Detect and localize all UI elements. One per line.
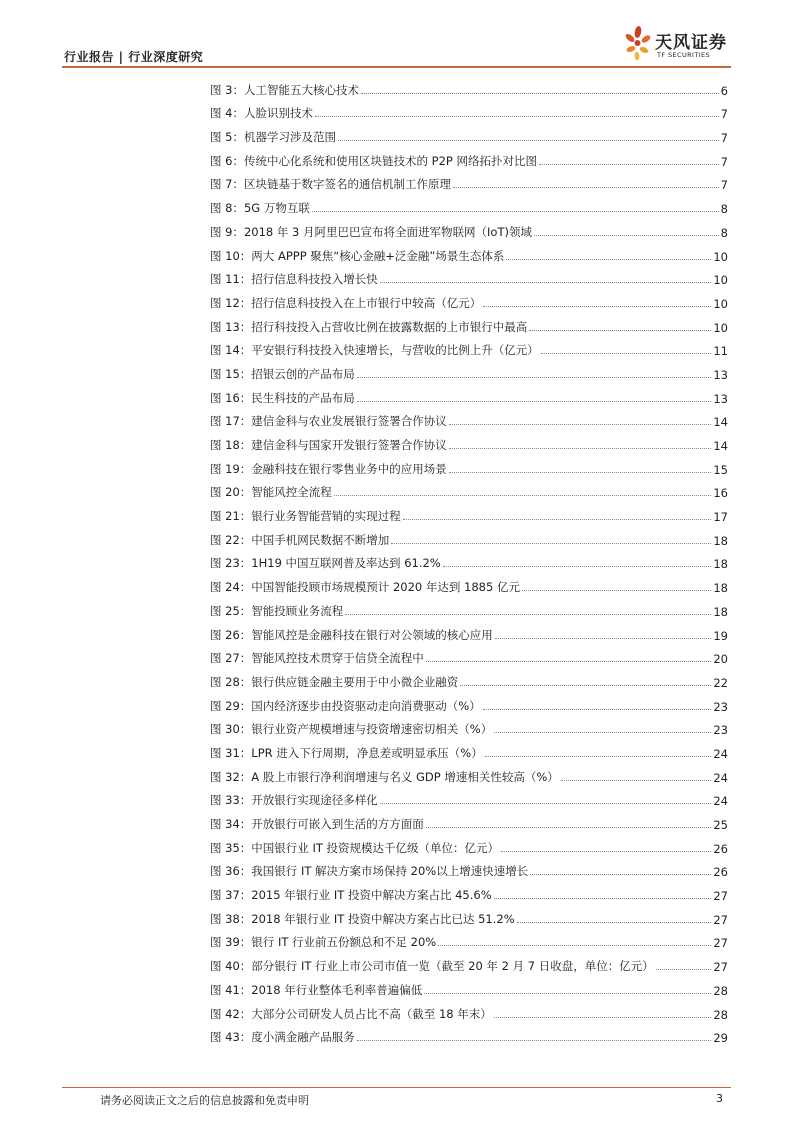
figure-title: 建信金科与国家开发银行签署合作协议 <box>251 438 447 452</box>
figure-page-number: 27 <box>713 912 728 927</box>
figure-list-item[interactable] <box>210 856 728 880</box>
figure-page-number: 13 <box>713 367 728 382</box>
figure-number: 图 29： <box>210 698 252 713</box>
figure-title: 中国智能投顾市场规模预计 2020 年达到 1885 亿元 <box>251 580 520 595</box>
figure-list-item[interactable] <box>210 406 728 430</box>
figure-number: 图 16： <box>210 390 252 405</box>
figure-list-item[interactable] <box>210 832 728 856</box>
dot-leader <box>483 306 711 307</box>
figure-title: 智能风控是金融科技在银行对公领域的核心应用 <box>251 627 493 642</box>
figure-title: 2018 年银行业 IT 投资中解决方案占比已达 51.2% <box>251 911 515 926</box>
figure-number: 图 9： <box>210 224 244 239</box>
figure-number: 图 22： <box>210 532 252 547</box>
dot-leader <box>501 851 711 852</box>
figure-number: 图 19： <box>210 461 252 476</box>
figure-title: 招行信息科技投入在上市银行中较高（亿元） <box>251 295 482 310</box>
figure-page-number: 26 <box>713 865 728 880</box>
figure-number: 图 28： <box>210 674 252 689</box>
figure-number: 图 39： <box>210 935 252 950</box>
figure-page-number: 23 <box>713 723 728 738</box>
figure-number: 图 15： <box>210 366 252 381</box>
figure-list-item[interactable] <box>210 1022 728 1046</box>
figure-list-item[interactable] <box>210 785 728 809</box>
dot-leader <box>460 685 711 686</box>
figure-page-number: 7 <box>720 131 728 146</box>
figure-list-item[interactable] <box>210 477 728 501</box>
figure-page-number: 16 <box>713 486 728 501</box>
dot-leader <box>561 780 712 781</box>
figure-number: 图 40： <box>210 959 252 974</box>
figure-page-number: 24 <box>713 746 728 761</box>
figure-title: 部分银行 IT 行业上市公司市值一览（截至 20 年 2 月 7 日收盘，单位：亿元） <box>251 959 654 974</box>
figure-page-number: 8 <box>720 202 728 217</box>
figure-page-number: 11 <box>713 344 728 359</box>
dot-leader <box>357 401 712 402</box>
figure-title: 智能投顾业务流程 <box>251 603 344 618</box>
figure-number: 图 27： <box>210 651 252 666</box>
figure-title: 人工智能五大核心技术 <box>243 82 359 97</box>
figure-list-item[interactable] <box>210 453 728 477</box>
figure-page-number: 10 <box>713 296 728 311</box>
figure-number: 图 3： <box>210 82 244 97</box>
dot-leader <box>424 993 711 994</box>
figure-page-number: 26 <box>713 841 728 856</box>
page-number: 3 <box>716 1092 723 1105</box>
dot-leader <box>449 448 712 449</box>
figure-page-number: 7 <box>720 154 728 169</box>
figure-number: 图 33： <box>210 793 252 808</box>
dot-leader <box>495 638 712 639</box>
figure-title: 机器学习涉及范围 <box>243 130 336 145</box>
figure-number: 图 17： <box>210 414 252 429</box>
figure-title: 大部分公司研发人员占比不高（截至 18 年末） <box>251 1006 492 1021</box>
figure-page-number: 23 <box>713 699 728 714</box>
dot-leader <box>357 377 712 378</box>
figure-title: 国内经济逐步由投资驱动走向消费驱动（%） <box>251 698 481 713</box>
figure-number: 图 21： <box>210 509 252 524</box>
figure-title: 2018 年 3 月阿里巴巴宣布将全面进军物联网（IoT)领域 <box>243 224 532 239</box>
figure-list-item[interactable] <box>210 335 728 359</box>
figure-page-number: 18 <box>713 557 728 572</box>
figure-page-number: 28 <box>713 983 728 998</box>
dot-leader <box>391 543 711 544</box>
figure-list-item[interactable] <box>210 74 728 98</box>
dot-leader <box>453 187 719 188</box>
figure-number: 图 30： <box>210 722 252 737</box>
figure-page-number: 19 <box>713 628 728 643</box>
figure-title: 5G 万物互联 <box>243 201 310 216</box>
figure-number: 图 14： <box>210 343 252 358</box>
figure-title: 银行供应链金融主要用于中小微企业融资 <box>251 674 459 689</box>
figure-title: 建信金科与农业发展银行签署合作协议 <box>251 414 447 429</box>
figure-number: 图 8： <box>210 201 244 216</box>
figure-page-number: 25 <box>713 818 728 832</box>
figure-page-number: 10 <box>713 273 728 288</box>
figure-page-number: 14 <box>713 439 728 453</box>
dot-leader <box>380 803 712 804</box>
figure-page-number: 27 <box>713 936 728 951</box>
figure-title: 平安银行科技投入快速增长，与营收的比例上升（亿元） <box>251 343 539 358</box>
dot-leader <box>426 661 712 662</box>
figure-title: 度小满金融产品服务 <box>251 1030 355 1045</box>
figure-title: 我国银行 IT 解决方案市场保持 20%以上增速快速增长 <box>251 864 529 879</box>
figure-list-item[interactable] <box>210 240 728 264</box>
figure-number: 图 26： <box>210 627 252 642</box>
figure-number: 图 20： <box>210 485 252 500</box>
figure-list <box>210 74 728 1045</box>
figure-list-item[interactable] <box>210 974 728 998</box>
figure-list-item[interactable] <box>210 382 728 406</box>
header-divider <box>62 66 731 68</box>
figure-list-item[interactable] <box>210 524 728 548</box>
figure-title: 银行业务智能营销的实现过程 <box>251 509 401 524</box>
figure-number: 图 34： <box>210 817 252 831</box>
logo-english-name: TF SECURITIES <box>657 51 711 59</box>
figure-list-item[interactable] <box>210 998 728 1022</box>
figure-number: 图 32： <box>210 769 252 784</box>
tf-securities-logo <box>622 22 737 66</box>
figure-list-item[interactable] <box>210 690 728 714</box>
figure-page-number: 20 <box>713 652 728 667</box>
figure-page-number: 29 <box>713 1031 728 1046</box>
dot-leader <box>485 756 712 757</box>
figure-title: LPR 进入下行周期，净息差或明显承压（%） <box>251 745 483 760</box>
figure-title: 智能风控全流程 <box>251 485 332 500</box>
figure-number: 图 42： <box>210 1006 252 1021</box>
dot-leader <box>541 353 712 354</box>
figure-title: 两大 APPP 聚焦“核心金融+泛金融”场景生态体系 <box>251 248 505 263</box>
figure-number: 图 23： <box>210 556 252 571</box>
figure-title: 传统中心化系统和使用区块链技术的 P2P 网络拓扑对比图 <box>243 153 537 168</box>
figure-number: 图 5： <box>210 130 244 145</box>
figure-number: 图 24： <box>210 580 252 595</box>
dot-leader <box>426 827 712 828</box>
figure-list-item[interactable] <box>210 714 728 738</box>
dot-leader <box>380 282 712 283</box>
figure-number: 图 31： <box>210 745 252 760</box>
figure-page-number: 6 <box>720 83 728 98</box>
figure-title: 1H19 中国互联网普及率达到 61.2% <box>251 556 441 571</box>
figure-number: 图 7： <box>210 177 244 192</box>
report-category-label: 行业报告 | 行业深度研究 <box>64 50 204 64</box>
figure-page-number: 24 <box>713 770 728 785</box>
footer-disclaimer: 请务必阅读正文之后的信息披露和免责申明 <box>100 1094 309 1107</box>
dot-leader <box>483 709 712 710</box>
figure-list-item[interactable] <box>210 666 728 690</box>
figure-list-item[interactable] <box>210 192 728 216</box>
dot-leader <box>494 732 711 733</box>
figure-list-item[interactable] <box>210 737 728 761</box>
figure-list-item[interactable] <box>210 311 728 335</box>
figure-number: 图 36： <box>210 864 252 879</box>
dot-leader <box>443 566 712 567</box>
dot-leader <box>494 898 712 899</box>
dot-leader <box>449 472 712 473</box>
figure-list-item[interactable] <box>210 571 728 595</box>
figure-title: 金融科技在银行零售业务中的应用场景 <box>251 461 447 476</box>
figure-number: 图 18： <box>210 438 252 452</box>
figure-number: 图 12： <box>210 295 252 310</box>
figure-list-item[interactable] <box>210 619 728 643</box>
figure-number: 图 35： <box>210 840 252 855</box>
figure-number: 图 6： <box>210 153 244 168</box>
dot-leader <box>530 874 711 875</box>
figure-page-number: 14 <box>713 415 728 430</box>
figure-page-number: 10 <box>713 249 728 264</box>
dot-leader <box>539 164 719 165</box>
dot-leader <box>403 519 712 520</box>
figure-number: 图 11： <box>210 272 252 287</box>
figure-list-item[interactable] <box>210 429 728 453</box>
figure-page-number: 27 <box>713 889 728 904</box>
dot-leader <box>338 140 719 141</box>
figure-page-number: 18 <box>713 581 728 596</box>
dot-leader <box>522 590 711 591</box>
figure-list-item[interactable] <box>210 927 728 951</box>
figure-list-item[interactable] <box>210 287 728 311</box>
figure-list-item[interactable] <box>210 643 728 667</box>
figure-list-item[interactable] <box>210 264 728 288</box>
figure-title: 招行科技投入占营收比例在披露数据的上市银行中最高 <box>251 319 528 334</box>
figure-list-item[interactable] <box>210 808 728 832</box>
dot-leader <box>315 116 719 117</box>
figure-title: 中国手机网民数据不断增加 <box>251 532 390 547</box>
figure-number: 图 41： <box>210 982 252 997</box>
figure-page-number: 28 <box>713 1007 728 1022</box>
figure-page-number: 7 <box>720 107 728 122</box>
figure-list-item[interactable] <box>210 145 728 169</box>
figure-list-item[interactable] <box>210 950 728 974</box>
dot-leader <box>506 259 711 260</box>
figure-number: 图 25： <box>210 603 252 618</box>
figure-page-number: 22 <box>713 675 728 690</box>
figure-number: 图 37： <box>210 888 252 903</box>
footer-divider <box>62 1087 731 1088</box>
dot-leader <box>334 495 712 496</box>
figure-title: 开放银行实现途径多样化 <box>251 793 378 808</box>
figure-number: 图 10： <box>210 248 252 263</box>
figure-title: A 股上市银行净利润增速与名义 GDP 增速相关性较高（%） <box>251 769 559 784</box>
figure-list-item[interactable] <box>210 98 728 122</box>
dot-leader <box>656 969 712 970</box>
figure-page-number: 18 <box>713 533 728 548</box>
figure-title: 银行 IT 行业前五份额总和不足 20% <box>251 935 437 950</box>
figure-list-item[interactable] <box>210 879 728 903</box>
dot-leader <box>529 330 711 331</box>
dot-leader <box>312 211 719 212</box>
figure-page-number: 18 <box>713 604 728 619</box>
figure-list-item[interactable] <box>210 358 728 382</box>
figure-title: 区块链基于数字签名的通信机制工作原理 <box>243 177 451 192</box>
figure-page-number: 17 <box>713 510 728 525</box>
dot-leader <box>534 235 719 236</box>
figure-title: 招银云创的产品布局 <box>251 366 355 381</box>
figure-page-number: 7 <box>720 178 728 193</box>
figure-list-item[interactable] <box>210 121 728 145</box>
figure-title: 2015 年银行业 IT 投资中解决方案占比 45.6% <box>251 888 492 903</box>
figure-number: 图 13： <box>210 319 252 334</box>
logo-chinese-name: 天风证券 <box>655 33 727 53</box>
tf-flower-logo-icon <box>622 24 654 64</box>
figure-page-number: 8 <box>720 225 728 240</box>
figure-number: 图 38： <box>210 911 252 926</box>
figure-number: 图 43： <box>210 1030 252 1045</box>
figure-title: 2018 年行业整体毛利率普遍偏低 <box>251 982 423 997</box>
dot-leader <box>345 614 711 615</box>
dot-leader <box>494 1017 712 1018</box>
figure-title: 中国银行业 IT 投资规模达千亿级（单位：亿元） <box>251 840 500 855</box>
dot-leader <box>438 945 711 946</box>
figure-list-item[interactable] <box>210 216 728 240</box>
figure-page-number: 27 <box>713 960 728 975</box>
figure-title: 银行业资产规模增速与投资增速密切相关（%） <box>251 722 493 737</box>
figure-list-item[interactable] <box>210 169 728 193</box>
figure-title: 智能风控技术贯穿于信贷全流程中 <box>251 651 424 666</box>
figure-list-item[interactable] <box>210 548 728 572</box>
figure-list-item[interactable] <box>210 761 728 785</box>
figure-title: 招行信息科技投入增长快 <box>251 272 378 287</box>
figure-list-item[interactable] <box>210 595 728 619</box>
figure-title: 民生科技的产品布局 <box>251 390 355 405</box>
figure-title: 开放银行可嵌入到生活的方方面面 <box>251 817 424 831</box>
dot-leader <box>517 922 712 923</box>
figure-page-number: 24 <box>713 794 728 809</box>
figure-title: 人脸识别技术 <box>243 106 313 121</box>
dot-leader <box>357 1040 712 1041</box>
figure-page-number: 10 <box>713 320 728 335</box>
figure-list-item[interactable] <box>210 903 728 927</box>
figure-number: 图 4： <box>210 106 244 121</box>
dot-leader <box>361 93 719 94</box>
figure-page-number: 15 <box>713 462 728 477</box>
figure-list-item[interactable] <box>210 500 728 524</box>
dot-leader <box>449 424 712 425</box>
figure-page-number: 13 <box>713 391 728 406</box>
